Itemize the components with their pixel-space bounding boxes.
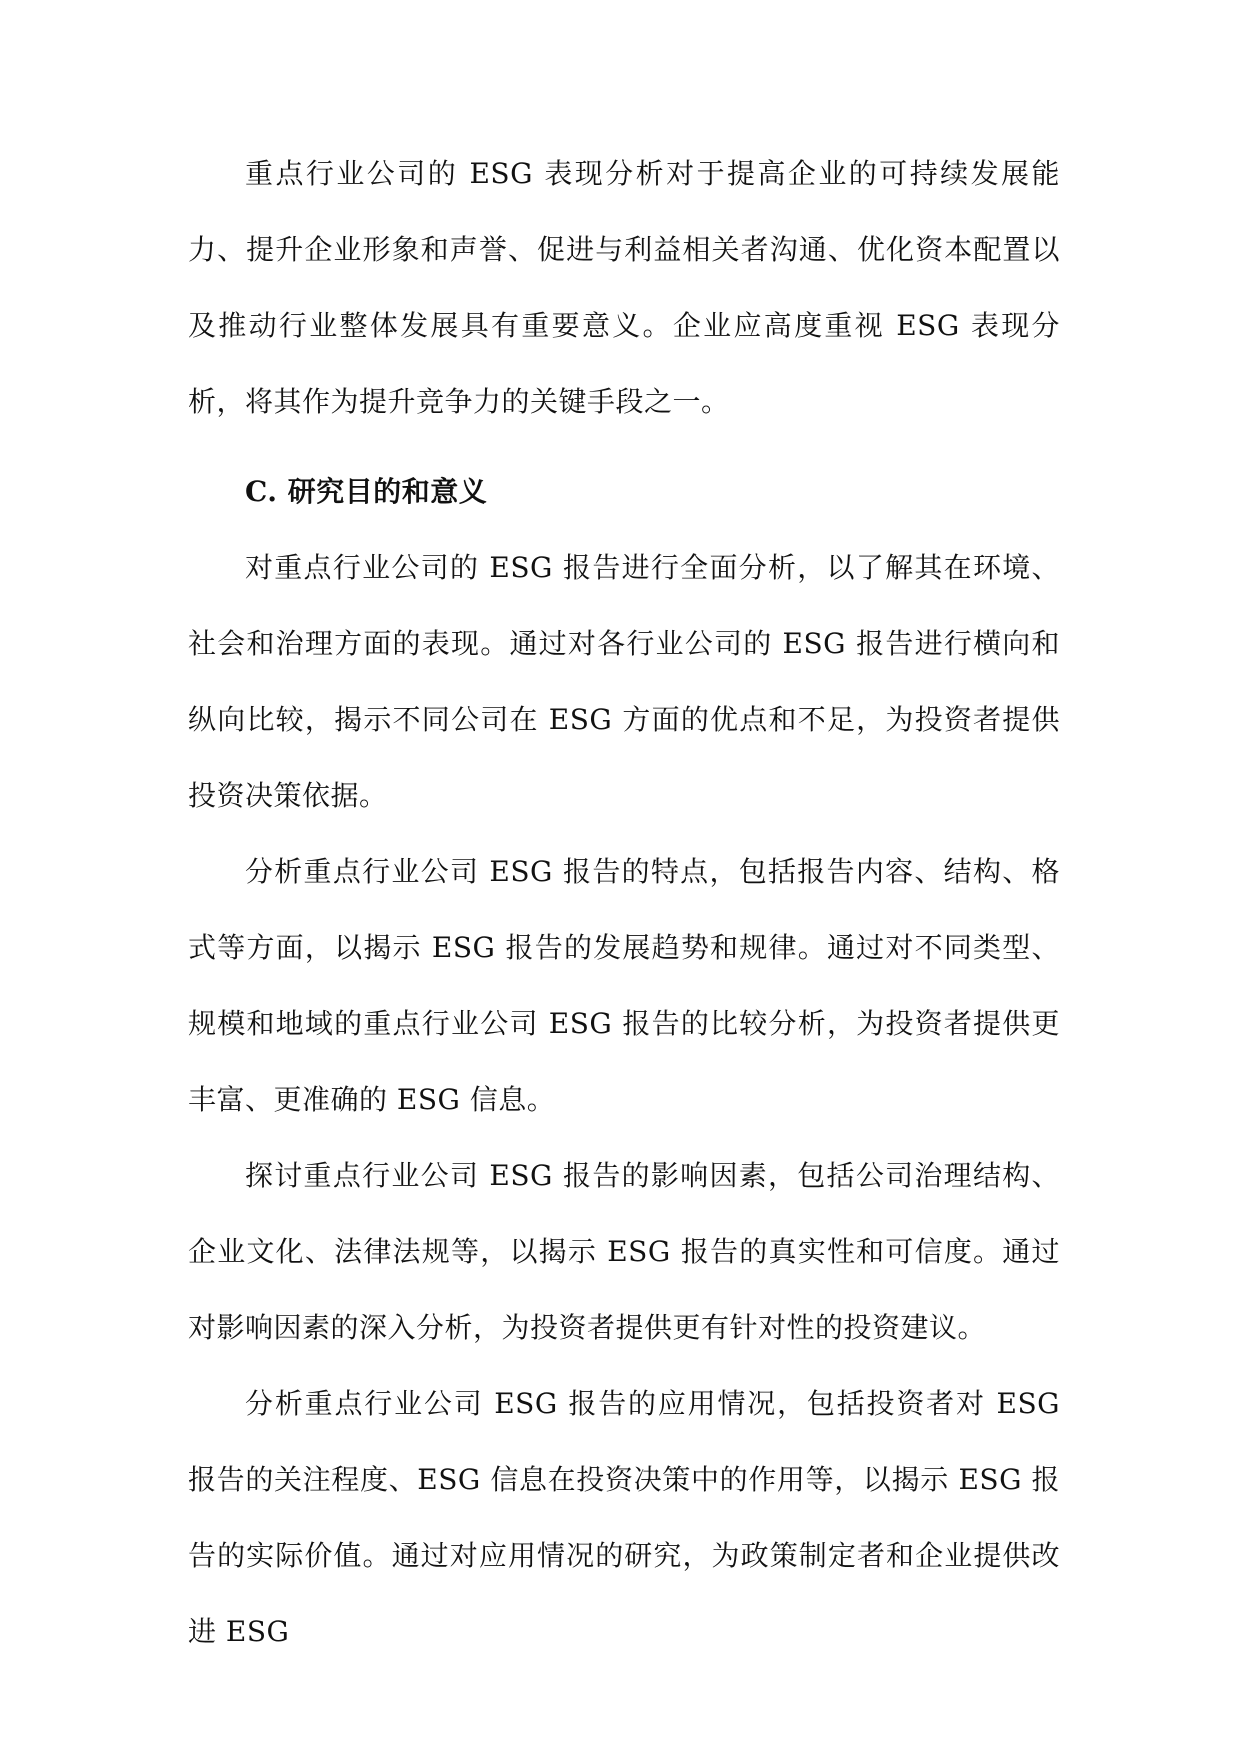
section-paragraph-1: 对重点行业公司的 ESG 报告进行全面分析，以了解其在环境、社会和治理方面的表现。通过对各行业公司的 ESG 报告进行横向和纵向比较，揭示不同公司在 ESG 方面的优点和不足，为投资者提供投资决策依据。 xyxy=(188,551,1060,812)
page-content xyxy=(188,136,1060,1670)
section-paragraph-4: 分析重点行业公司 ESG 报告的应用情况，包括投资者对 ESG 报告的关注程度、ESG 信息在投资决策中的作用等，以揭示 ESG 报告的实际价值。通过对应用情况的研究，为政策制定者和企业提供改进 ESG xyxy=(188,1387,1060,1648)
section-paragraph-2: 分析重点行业公司 ESG 报告的特点，包括报告内容、结构、格式等方面，以揭示 ESG 报告的发展趋势和规律。通过对不同类型、规模和地域的重点行业公司 ESG 报告的比较分析，为投资者提供更丰富、更准确的 ESG 信息。 xyxy=(188,855,1060,1116)
intro-paragraph: 重点行业公司的 ESG 表现分析对于提高企业的可持续发展能力、提升企业形象和声誉、促进与利益相关者沟通、优化资本配置以及推动行业整体发展具有重要意义。企业应高度重视 ESG 表现分析，将其作为提升竞争力的关键手段之一。 xyxy=(188,157,1060,418)
section-heading: C. 研究目的和意义 xyxy=(245,475,488,508)
section-paragraph-3: 探讨重点行业公司 ESG 报告的影响因素，包括公司治理结构、企业文化、法律法规等，以揭示 ESG 报告的真实性和可信度。通过对影响因素的深入分析，为投资者提供更有针对性的投资建议。 xyxy=(188,1159,1060,1344)
